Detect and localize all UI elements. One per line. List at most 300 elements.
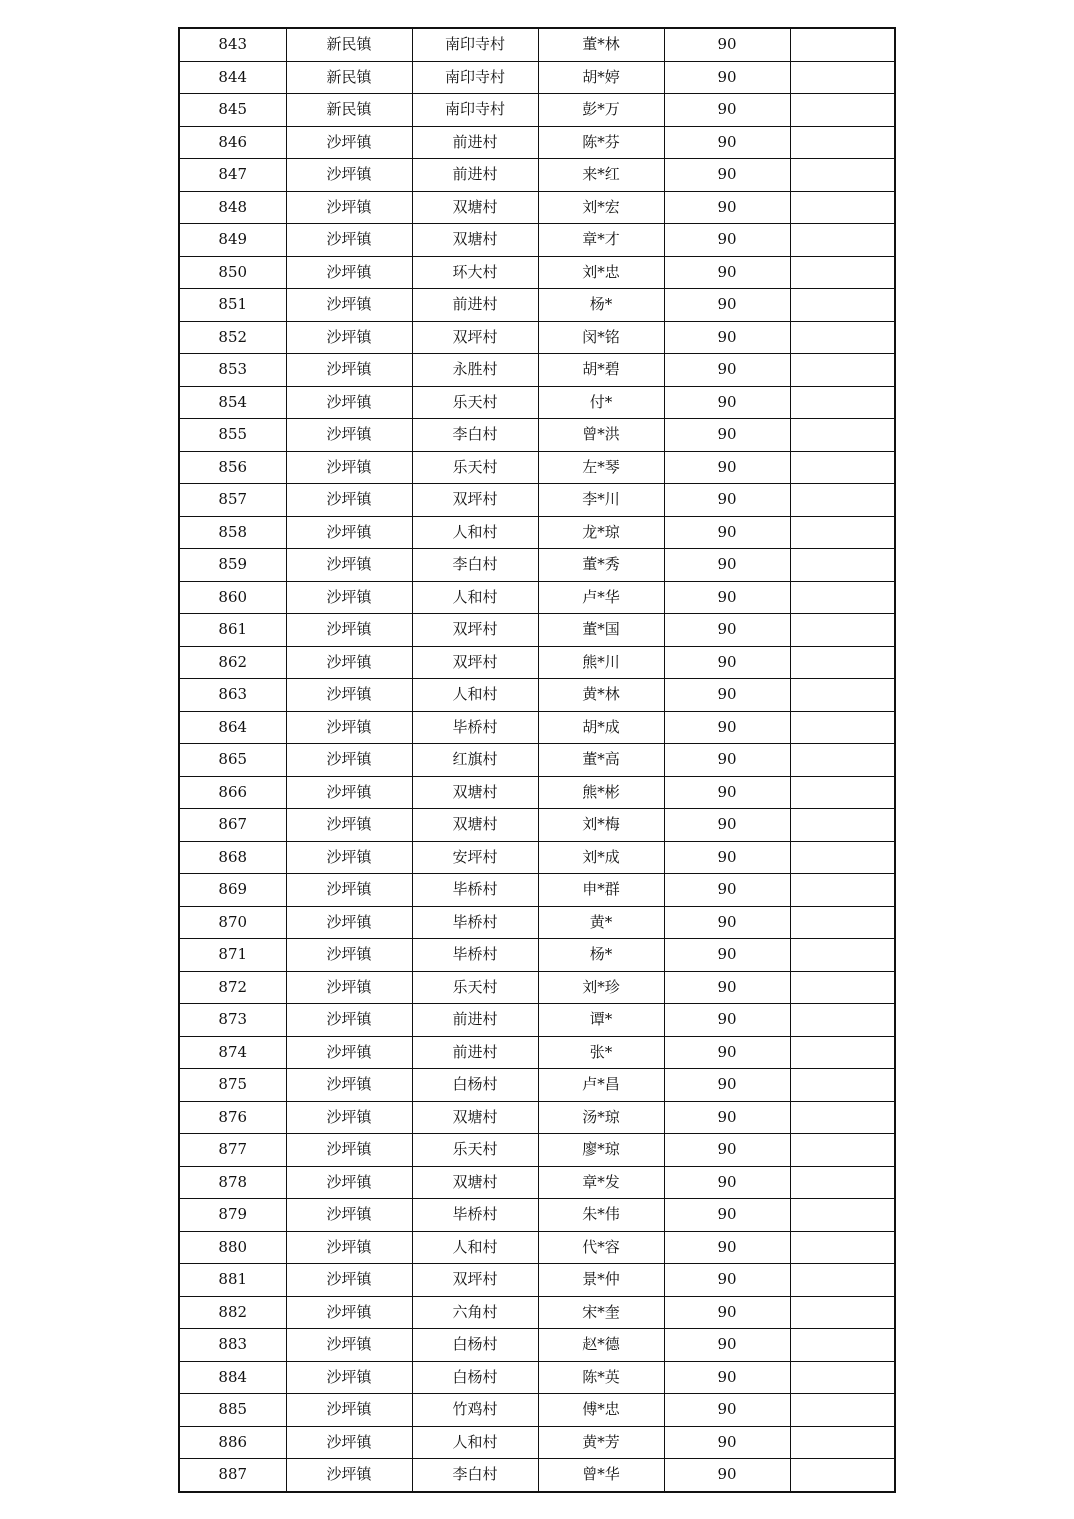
serial-number-cell: 865 bbox=[179, 744, 286, 777]
remark-cell bbox=[790, 1101, 895, 1134]
amount-cell: 90 bbox=[664, 614, 790, 647]
table-row bbox=[179, 1459, 895, 1492]
name-cell: 彭*万 bbox=[538, 94, 664, 127]
amount-cell: 90 bbox=[664, 939, 790, 972]
town-cell: 沙坪镇 bbox=[286, 1264, 412, 1297]
village-cell: 前进村 bbox=[412, 159, 538, 192]
serial-number-cell: 872 bbox=[179, 971, 286, 1004]
town-cell: 沙坪镇 bbox=[286, 1004, 412, 1037]
serial-number-cell: 846 bbox=[179, 126, 286, 159]
serial-number-cell: 849 bbox=[179, 224, 286, 257]
town-cell: 沙坪镇 bbox=[286, 386, 412, 419]
name-cell: 谭* bbox=[538, 1004, 664, 1037]
roster-table-body bbox=[179, 28, 895, 1492]
village-cell: 前进村 bbox=[412, 289, 538, 322]
amount-cell: 90 bbox=[664, 321, 790, 354]
name-cell: 刘*成 bbox=[538, 841, 664, 874]
table-row bbox=[179, 386, 895, 419]
village-cell: 六角村 bbox=[412, 1296, 538, 1329]
village-cell: 南印寺村 bbox=[412, 61, 538, 94]
village-cell: 李白村 bbox=[412, 1459, 538, 1492]
name-cell: 黄* bbox=[538, 906, 664, 939]
town-cell: 沙坪镇 bbox=[286, 646, 412, 679]
serial-number-cell: 844 bbox=[179, 61, 286, 94]
village-cell: 毕桥村 bbox=[412, 939, 538, 972]
name-cell: 张* bbox=[538, 1036, 664, 1069]
table-row bbox=[179, 841, 895, 874]
table-row bbox=[179, 419, 895, 452]
serial-number-cell: 875 bbox=[179, 1069, 286, 1102]
name-cell: 刘*珍 bbox=[538, 971, 664, 1004]
table-row bbox=[179, 1199, 895, 1232]
table-row bbox=[179, 321, 895, 354]
town-cell: 沙坪镇 bbox=[286, 516, 412, 549]
remark-cell bbox=[790, 581, 895, 614]
town-cell: 沙坪镇 bbox=[286, 126, 412, 159]
amount-cell: 90 bbox=[664, 549, 790, 582]
remark-cell bbox=[790, 841, 895, 874]
amount-cell: 90 bbox=[664, 1394, 790, 1427]
village-cell: 人和村 bbox=[412, 516, 538, 549]
amount-cell: 90 bbox=[664, 256, 790, 289]
serial-number-cell: 879 bbox=[179, 1199, 286, 1232]
amount-cell: 90 bbox=[664, 1296, 790, 1329]
village-cell: 双塘村 bbox=[412, 1166, 538, 1199]
serial-number-cell: 864 bbox=[179, 711, 286, 744]
town-cell: 沙坪镇 bbox=[286, 1296, 412, 1329]
remark-cell bbox=[790, 939, 895, 972]
remark-cell bbox=[790, 1264, 895, 1297]
amount-cell: 90 bbox=[664, 776, 790, 809]
name-cell: 黄*芳 bbox=[538, 1426, 664, 1459]
town-cell: 新民镇 bbox=[286, 28, 412, 61]
serial-number-cell: 883 bbox=[179, 1329, 286, 1362]
serial-number-cell: 880 bbox=[179, 1231, 286, 1264]
table-row bbox=[179, 451, 895, 484]
amount-cell: 90 bbox=[664, 354, 790, 387]
amount-cell: 90 bbox=[664, 1426, 790, 1459]
remark-cell bbox=[790, 1134, 895, 1167]
amount-cell: 90 bbox=[664, 971, 790, 1004]
table-row bbox=[179, 94, 895, 127]
table-row bbox=[179, 159, 895, 192]
serial-number-cell: 887 bbox=[179, 1459, 286, 1492]
name-cell: 胡*婷 bbox=[538, 61, 664, 94]
village-cell: 人和村 bbox=[412, 1231, 538, 1264]
table-row bbox=[179, 1394, 895, 1427]
village-cell: 双坪村 bbox=[412, 1264, 538, 1297]
town-cell: 沙坪镇 bbox=[286, 1036, 412, 1069]
table-row bbox=[179, 614, 895, 647]
name-cell: 朱*伟 bbox=[538, 1199, 664, 1232]
table-row bbox=[179, 61, 895, 94]
remark-cell bbox=[790, 451, 895, 484]
table-row bbox=[179, 776, 895, 809]
name-cell: 李*川 bbox=[538, 484, 664, 517]
table-row bbox=[179, 581, 895, 614]
village-cell: 乐天村 bbox=[412, 386, 538, 419]
town-cell: 沙坪镇 bbox=[286, 451, 412, 484]
town-cell: 沙坪镇 bbox=[286, 1361, 412, 1394]
name-cell: 廖*琼 bbox=[538, 1134, 664, 1167]
remark-cell bbox=[790, 94, 895, 127]
town-cell: 沙坪镇 bbox=[286, 744, 412, 777]
village-cell: 前进村 bbox=[412, 1036, 538, 1069]
town-cell: 沙坪镇 bbox=[286, 679, 412, 712]
serial-number-cell: 845 bbox=[179, 94, 286, 127]
roster-table bbox=[178, 27, 896, 1493]
town-cell: 沙坪镇 bbox=[286, 549, 412, 582]
village-cell: 毕桥村 bbox=[412, 711, 538, 744]
serial-number-cell: 858 bbox=[179, 516, 286, 549]
table-row bbox=[179, 1004, 895, 1037]
amount-cell: 90 bbox=[664, 1101, 790, 1134]
serial-number-cell: 878 bbox=[179, 1166, 286, 1199]
town-cell: 沙坪镇 bbox=[286, 614, 412, 647]
village-cell: 毕桥村 bbox=[412, 874, 538, 907]
serial-number-cell: 876 bbox=[179, 1101, 286, 1134]
town-cell: 沙坪镇 bbox=[286, 1166, 412, 1199]
town-cell: 沙坪镇 bbox=[286, 354, 412, 387]
town-cell: 沙坪镇 bbox=[286, 971, 412, 1004]
village-cell: 人和村 bbox=[412, 581, 538, 614]
table-row bbox=[179, 1101, 895, 1134]
village-cell: 双塘村 bbox=[412, 1101, 538, 1134]
serial-number-cell: 853 bbox=[179, 354, 286, 387]
name-cell: 胡*碧 bbox=[538, 354, 664, 387]
table-row bbox=[179, 126, 895, 159]
serial-number-cell: 860 bbox=[179, 581, 286, 614]
serial-number-cell: 861 bbox=[179, 614, 286, 647]
serial-number-cell: 866 bbox=[179, 776, 286, 809]
table-row bbox=[179, 744, 895, 777]
remark-cell bbox=[790, 256, 895, 289]
amount-cell: 90 bbox=[664, 1199, 790, 1232]
remark-cell bbox=[790, 484, 895, 517]
amount-cell: 90 bbox=[664, 1264, 790, 1297]
amount-cell: 90 bbox=[664, 711, 790, 744]
name-cell: 杨* bbox=[538, 939, 664, 972]
remark-cell bbox=[790, 1166, 895, 1199]
village-cell: 前进村 bbox=[412, 1004, 538, 1037]
name-cell: 刘*宏 bbox=[538, 191, 664, 224]
serial-number-cell: 851 bbox=[179, 289, 286, 322]
serial-number-cell: 854 bbox=[179, 386, 286, 419]
village-cell: 竹鸡村 bbox=[412, 1394, 538, 1427]
amount-cell: 90 bbox=[664, 581, 790, 614]
town-cell: 沙坪镇 bbox=[286, 809, 412, 842]
amount-cell: 90 bbox=[664, 1036, 790, 1069]
remark-cell bbox=[790, 711, 895, 744]
name-cell: 杨* bbox=[538, 289, 664, 322]
serial-number-cell: 856 bbox=[179, 451, 286, 484]
name-cell: 宋*奎 bbox=[538, 1296, 664, 1329]
amount-cell: 90 bbox=[664, 1361, 790, 1394]
village-cell: 双塘村 bbox=[412, 224, 538, 257]
village-cell: 南印寺村 bbox=[412, 28, 538, 61]
amount-cell: 90 bbox=[664, 874, 790, 907]
remark-cell bbox=[790, 1199, 895, 1232]
name-cell: 来*红 bbox=[538, 159, 664, 192]
amount-cell: 90 bbox=[664, 386, 790, 419]
table-row bbox=[179, 549, 895, 582]
town-cell: 沙坪镇 bbox=[286, 1394, 412, 1427]
amount-cell: 90 bbox=[664, 126, 790, 159]
town-cell: 沙坪镇 bbox=[286, 1426, 412, 1459]
village-cell: 环大村 bbox=[412, 256, 538, 289]
amount-cell: 90 bbox=[664, 744, 790, 777]
town-cell: 新民镇 bbox=[286, 61, 412, 94]
village-cell: 双塘村 bbox=[412, 776, 538, 809]
town-cell: 沙坪镇 bbox=[286, 484, 412, 517]
remark-cell bbox=[790, 386, 895, 419]
village-cell: 安坪村 bbox=[412, 841, 538, 874]
town-cell: 沙坪镇 bbox=[286, 289, 412, 322]
table-row bbox=[179, 256, 895, 289]
name-cell: 景*仲 bbox=[538, 1264, 664, 1297]
village-cell: 双塘村 bbox=[412, 809, 538, 842]
name-cell: 董*国 bbox=[538, 614, 664, 647]
remark-cell bbox=[790, 679, 895, 712]
name-cell: 代*容 bbox=[538, 1231, 664, 1264]
table-row bbox=[179, 289, 895, 322]
amount-cell: 90 bbox=[664, 451, 790, 484]
amount-cell: 90 bbox=[664, 224, 790, 257]
remark-cell bbox=[790, 874, 895, 907]
name-cell: 刘*梅 bbox=[538, 809, 664, 842]
town-cell: 沙坪镇 bbox=[286, 776, 412, 809]
village-cell: 白杨村 bbox=[412, 1069, 538, 1102]
table-row bbox=[179, 874, 895, 907]
village-cell: 人和村 bbox=[412, 1426, 538, 1459]
serial-number-cell: 884 bbox=[179, 1361, 286, 1394]
amount-cell: 90 bbox=[664, 419, 790, 452]
table-row bbox=[179, 646, 895, 679]
amount-cell: 90 bbox=[664, 94, 790, 127]
town-cell: 沙坪镇 bbox=[286, 1101, 412, 1134]
amount-cell: 90 bbox=[664, 1069, 790, 1102]
village-cell: 白杨村 bbox=[412, 1329, 538, 1362]
serial-number-cell: 885 bbox=[179, 1394, 286, 1427]
village-cell: 李白村 bbox=[412, 549, 538, 582]
serial-number-cell: 863 bbox=[179, 679, 286, 712]
name-cell: 左*琴 bbox=[538, 451, 664, 484]
amount-cell: 90 bbox=[664, 159, 790, 192]
name-cell: 申*群 bbox=[538, 874, 664, 907]
name-cell: 傅*忠 bbox=[538, 1394, 664, 1427]
table-row bbox=[179, 28, 895, 61]
amount-cell: 90 bbox=[664, 484, 790, 517]
amount-cell: 90 bbox=[664, 516, 790, 549]
serial-number-cell: 881 bbox=[179, 1264, 286, 1297]
table-row bbox=[179, 1069, 895, 1102]
remark-cell bbox=[790, 1426, 895, 1459]
remark-cell bbox=[790, 1296, 895, 1329]
town-cell: 沙坪镇 bbox=[286, 419, 412, 452]
name-cell: 曾*洪 bbox=[538, 419, 664, 452]
village-cell: 乐天村 bbox=[412, 971, 538, 1004]
table-row bbox=[179, 971, 895, 1004]
table-row bbox=[179, 1329, 895, 1362]
remark-cell bbox=[790, 126, 895, 159]
remark-cell bbox=[790, 1004, 895, 1037]
amount-cell: 90 bbox=[664, 1231, 790, 1264]
table-row bbox=[179, 809, 895, 842]
serial-number-cell: 871 bbox=[179, 939, 286, 972]
table-row bbox=[179, 1036, 895, 1069]
remark-cell bbox=[790, 191, 895, 224]
amount-cell: 90 bbox=[664, 906, 790, 939]
name-cell: 汤*琼 bbox=[538, 1101, 664, 1134]
town-cell: 沙坪镇 bbox=[286, 159, 412, 192]
remark-cell bbox=[790, 289, 895, 322]
village-cell: 李白村 bbox=[412, 419, 538, 452]
town-cell: 沙坪镇 bbox=[286, 906, 412, 939]
remark-cell bbox=[790, 224, 895, 257]
amount-cell: 90 bbox=[664, 841, 790, 874]
village-cell: 毕桥村 bbox=[412, 906, 538, 939]
town-cell: 沙坪镇 bbox=[286, 1459, 412, 1492]
serial-number-cell: 852 bbox=[179, 321, 286, 354]
remark-cell bbox=[790, 159, 895, 192]
village-cell: 南印寺村 bbox=[412, 94, 538, 127]
table-row bbox=[179, 1264, 895, 1297]
village-cell: 毕桥村 bbox=[412, 1199, 538, 1232]
remark-cell bbox=[790, 971, 895, 1004]
table-row bbox=[179, 191, 895, 224]
serial-number-cell: 848 bbox=[179, 191, 286, 224]
table-row bbox=[179, 906, 895, 939]
serial-number-cell: 882 bbox=[179, 1296, 286, 1329]
amount-cell: 90 bbox=[664, 1329, 790, 1362]
remark-cell bbox=[790, 906, 895, 939]
amount-cell: 90 bbox=[664, 1004, 790, 1037]
remark-cell bbox=[790, 1394, 895, 1427]
town-cell: 沙坪镇 bbox=[286, 1231, 412, 1264]
remark-cell bbox=[790, 1459, 895, 1492]
town-cell: 沙坪镇 bbox=[286, 1199, 412, 1232]
amount-cell: 90 bbox=[664, 1166, 790, 1199]
remark-cell bbox=[790, 28, 895, 61]
name-cell: 卢*华 bbox=[538, 581, 664, 614]
serial-number-cell: 886 bbox=[179, 1426, 286, 1459]
village-cell: 双坪村 bbox=[412, 484, 538, 517]
name-cell: 熊*川 bbox=[538, 646, 664, 679]
name-cell: 赵*德 bbox=[538, 1329, 664, 1362]
table-row bbox=[179, 1296, 895, 1329]
name-cell: 章*才 bbox=[538, 224, 664, 257]
remark-cell bbox=[790, 614, 895, 647]
name-cell: 董*高 bbox=[538, 744, 664, 777]
remark-cell bbox=[790, 1231, 895, 1264]
name-cell: 胡*成 bbox=[538, 711, 664, 744]
serial-number-cell: 869 bbox=[179, 874, 286, 907]
town-cell: 新民镇 bbox=[286, 94, 412, 127]
remark-cell bbox=[790, 646, 895, 679]
town-cell: 沙坪镇 bbox=[286, 191, 412, 224]
table-row bbox=[179, 516, 895, 549]
village-cell: 乐天村 bbox=[412, 1134, 538, 1167]
village-cell: 白杨村 bbox=[412, 1361, 538, 1394]
town-cell: 沙坪镇 bbox=[286, 581, 412, 614]
table-row bbox=[179, 354, 895, 387]
town-cell: 沙坪镇 bbox=[286, 711, 412, 744]
remark-cell bbox=[790, 1069, 895, 1102]
table-row bbox=[179, 1134, 895, 1167]
village-cell: 双塘村 bbox=[412, 191, 538, 224]
name-cell: 曾*华 bbox=[538, 1459, 664, 1492]
town-cell: 沙坪镇 bbox=[286, 939, 412, 972]
serial-number-cell: 877 bbox=[179, 1134, 286, 1167]
name-cell: 董*秀 bbox=[538, 549, 664, 582]
name-cell: 卢*昌 bbox=[538, 1069, 664, 1102]
amount-cell: 90 bbox=[664, 809, 790, 842]
amount-cell: 90 bbox=[664, 679, 790, 712]
town-cell: 沙坪镇 bbox=[286, 841, 412, 874]
name-cell: 付* bbox=[538, 386, 664, 419]
table-row bbox=[179, 939, 895, 972]
remark-cell bbox=[790, 354, 895, 387]
village-cell: 永胜村 bbox=[412, 354, 538, 387]
remark-cell bbox=[790, 776, 895, 809]
town-cell: 沙坪镇 bbox=[286, 1134, 412, 1167]
table-row bbox=[179, 1426, 895, 1459]
remark-cell bbox=[790, 1329, 895, 1362]
serial-number-cell: 867 bbox=[179, 809, 286, 842]
table-row bbox=[179, 1231, 895, 1264]
name-cell: 熊*彬 bbox=[538, 776, 664, 809]
remark-cell bbox=[790, 549, 895, 582]
town-cell: 沙坪镇 bbox=[286, 256, 412, 289]
remark-cell bbox=[790, 61, 895, 94]
village-cell: 人和村 bbox=[412, 679, 538, 712]
village-cell: 红旗村 bbox=[412, 744, 538, 777]
name-cell: 刘*忠 bbox=[538, 256, 664, 289]
serial-number-cell: 843 bbox=[179, 28, 286, 61]
table-row bbox=[179, 484, 895, 517]
town-cell: 沙坪镇 bbox=[286, 1329, 412, 1362]
serial-number-cell: 873 bbox=[179, 1004, 286, 1037]
amount-cell: 90 bbox=[664, 289, 790, 322]
table-row bbox=[179, 679, 895, 712]
name-cell: 陈*芬 bbox=[538, 126, 664, 159]
town-cell: 沙坪镇 bbox=[286, 224, 412, 257]
table-row bbox=[179, 224, 895, 257]
remark-cell bbox=[790, 809, 895, 842]
serial-number-cell: 855 bbox=[179, 419, 286, 452]
remark-cell bbox=[790, 744, 895, 777]
village-cell: 双坪村 bbox=[412, 321, 538, 354]
village-cell: 乐天村 bbox=[412, 451, 538, 484]
name-cell: 闵*铭 bbox=[538, 321, 664, 354]
remark-cell bbox=[790, 1361, 895, 1394]
village-cell: 双坪村 bbox=[412, 646, 538, 679]
table-row bbox=[179, 1361, 895, 1394]
town-cell: 沙坪镇 bbox=[286, 1069, 412, 1102]
amount-cell: 90 bbox=[664, 28, 790, 61]
serial-number-cell: 874 bbox=[179, 1036, 286, 1069]
table-row bbox=[179, 1166, 895, 1199]
name-cell: 黄*林 bbox=[538, 679, 664, 712]
name-cell: 龙*琼 bbox=[538, 516, 664, 549]
amount-cell: 90 bbox=[664, 61, 790, 94]
name-cell: 章*发 bbox=[538, 1166, 664, 1199]
remark-cell bbox=[790, 516, 895, 549]
village-cell: 双坪村 bbox=[412, 614, 538, 647]
serial-number-cell: 850 bbox=[179, 256, 286, 289]
amount-cell: 90 bbox=[664, 1134, 790, 1167]
amount-cell: 90 bbox=[664, 646, 790, 679]
